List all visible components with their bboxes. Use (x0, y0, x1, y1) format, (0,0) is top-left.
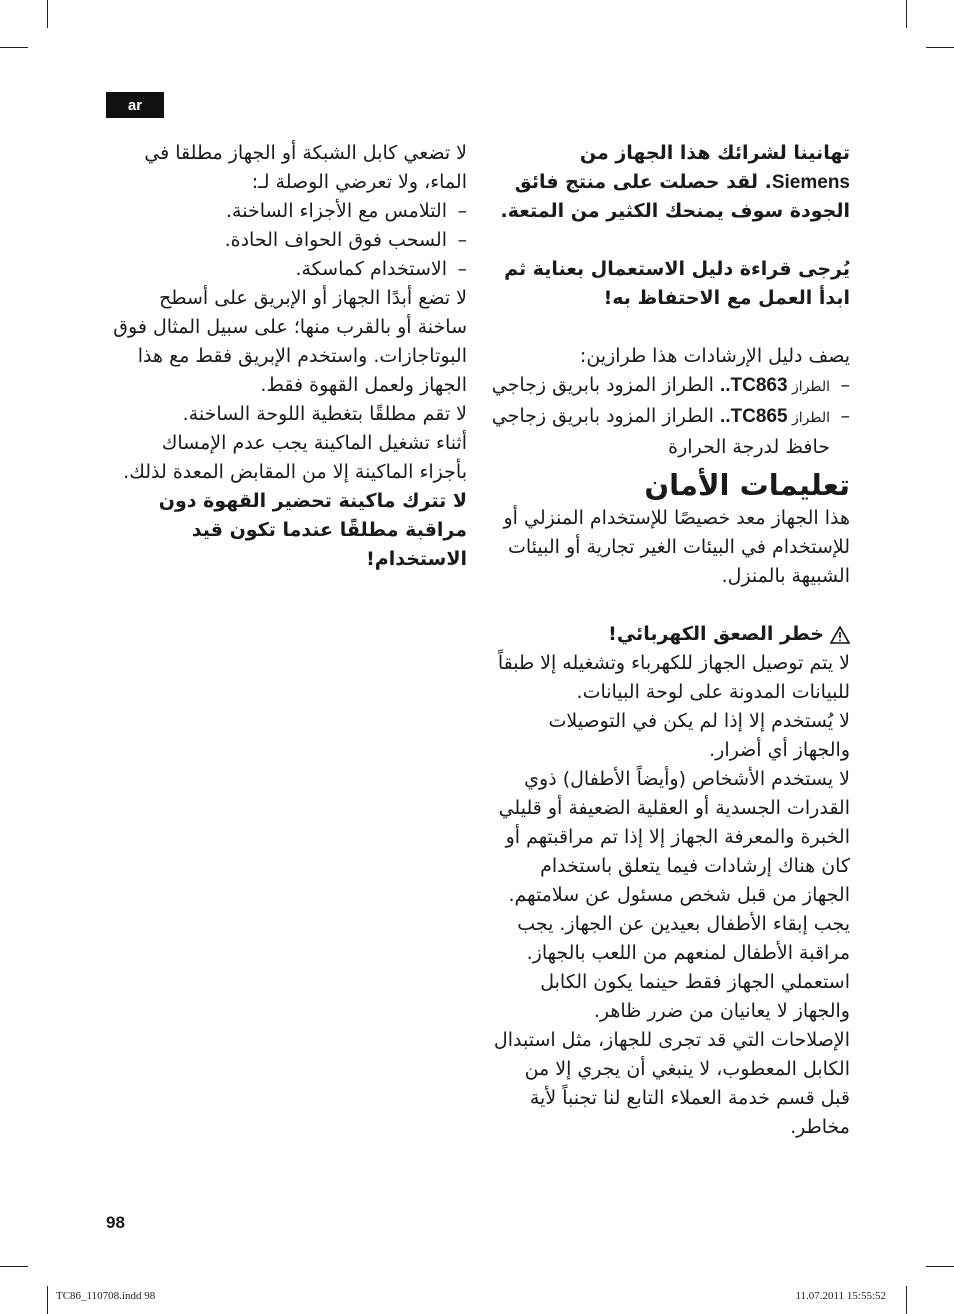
intro-paragraph (490, 139, 850, 226)
language-tag: ar (106, 92, 164, 118)
safety-heading: تعليمات الأمان (644, 468, 850, 502)
crop-mark (926, 1266, 954, 1267)
intro-text: تهانينا لشرائك هذا الجهاز من (579, 142, 850, 164)
hot-plate-note: لا تقم مطلقًا بتغطية اللوحة الساخنة. (182, 403, 467, 425)
left-column (110, 139, 467, 574)
crop-mark (47, 0, 48, 28)
hot-surfaces-note: لا تضع أبدًا الجهاز أو الإبريق على أسطح ساخنة أو بالقرب منها؛ على سبيل المثال فوق البوتاجازات. واستخدم الإبريق فقط مع هذا الجهاز ولعمل القهوة فقط. (113, 287, 467, 396)
warning-paragraph: لا يستخدم الأشخاص (وأيضاً الأطفال) ذوي القدرات الجسدية أو العقلية الضعيفة أو قليلي الخبرة والمعرفة الجهاز إلا إذا تم مراقبتهم أو كان هناك إرشادات فيما يتعلق باستخدام الجهاز من قبل شخص مسئول عن سلامتهم. (498, 768, 850, 906)
page-number: 98 (106, 1213, 125, 1232)
model-prefix: الطراز (787, 379, 830, 395)
crop-mark (0, 1266, 28, 1267)
warning-triangle-icon (830, 626, 850, 644)
warning-paragraph: لا يُستخدم إلا إذا لم يكن في التوصيلات والجهاز أي أضرار. (548, 710, 850, 761)
model-desc: الطراز المزود بابريق زجاجي (491, 374, 720, 396)
crop-mark (0, 47, 28, 48)
model-desc: الطراز المزود بابريق زجاجي حافظ لدرجة الحرارة (491, 405, 830, 458)
warning-paragraph: لا يتم توصيل الجهاز للكهرباء وتشغيله إلا طبقاً للبيانات المدونة على لوحة البيانات. (497, 652, 850, 703)
read-manual-note: يُرجى قراءة دليل الاستعمال بعناية ثم ابدأ العمل مع الاحتفاظ به! (504, 258, 850, 309)
cable-item: – التلامس مع الأجزاء الساخنة. (110, 197, 467, 226)
right-column (490, 139, 850, 1142)
models-intro: يصف دليل الإرشادات هذا طرازين: (579, 345, 850, 367)
operation-note: أثناء تشغيل الماكينة يجب عدم الإمساك بأجزاء الماكينة إلا من المقابض المعدة لذلك. (123, 432, 467, 483)
warning-paragraph: الإصلاحات التي قد تجرى للجهاز، مثل استبدال الكابل المعطوب، لا ينبغي أن يجري إلا من قبل قسم خدمة العملاء التابع لنا تجنباً لأية مخاطر. (493, 1029, 850, 1138)
model-prefix: الطراز (787, 410, 830, 426)
model-item-2 (490, 402, 850, 462)
cable-item: – السحب فوق الحواف الحادة. (110, 226, 467, 255)
crop-mark (906, 0, 907, 28)
crop-mark (926, 47, 954, 48)
warning-title: خطر الصعق الكهربائي! (608, 623, 824, 645)
model-item-1 (490, 371, 850, 402)
warning-paragraph: استعملي الجهاز فقط حينما يكون الكابل والجهاز لا يعانيان من ضرر ظاهر. (540, 971, 850, 1022)
brand-name: Siemens (771, 172, 850, 193)
intro-period: . (764, 171, 772, 193)
model-code: TC865.. (719, 406, 788, 427)
crop-mark (906, 1286, 907, 1314)
model-code: TC863.. (719, 375, 788, 396)
footer-file-info: TC86_110708.indd 98 (56, 1290, 156, 1302)
footer-timestamp: 11.07.2011 15:55:52 (795, 1290, 886, 1302)
cable-intro: لا تضعي كابل الشبكة أو الجهاز مطلقا في الماء، ولا تعرضي الوصلة لـ: (144, 142, 467, 193)
cable-item: – الاستخدام كماسكة. (110, 255, 467, 284)
intro-text-2: لقد حصلت على منتج فائق الجودة سوف يمنحك الكثير من المتعة. (500, 171, 850, 222)
never-leave-note: لا تترك ماكينة تحضير القهوة دون مراقبة مطلقًا عندما تكون قيد الاستخدام! (158, 490, 467, 570)
warning-paragraph: يجب إبقاء الأطفال بعيدين عن الجهاز. يجب مراقبة الأطفال لمنعهم من اللعب بالجهاز. (517, 913, 850, 964)
safety-intro: هذا الجهاز معد خصيصًا للإستخدام المنزلي أو للإستخدام في البيئات الغير تجارية أو البيئات الشبيهة بالمنزل. (503, 507, 850, 587)
crop-mark (47, 1286, 48, 1314)
warning-heading (490, 620, 850, 649)
